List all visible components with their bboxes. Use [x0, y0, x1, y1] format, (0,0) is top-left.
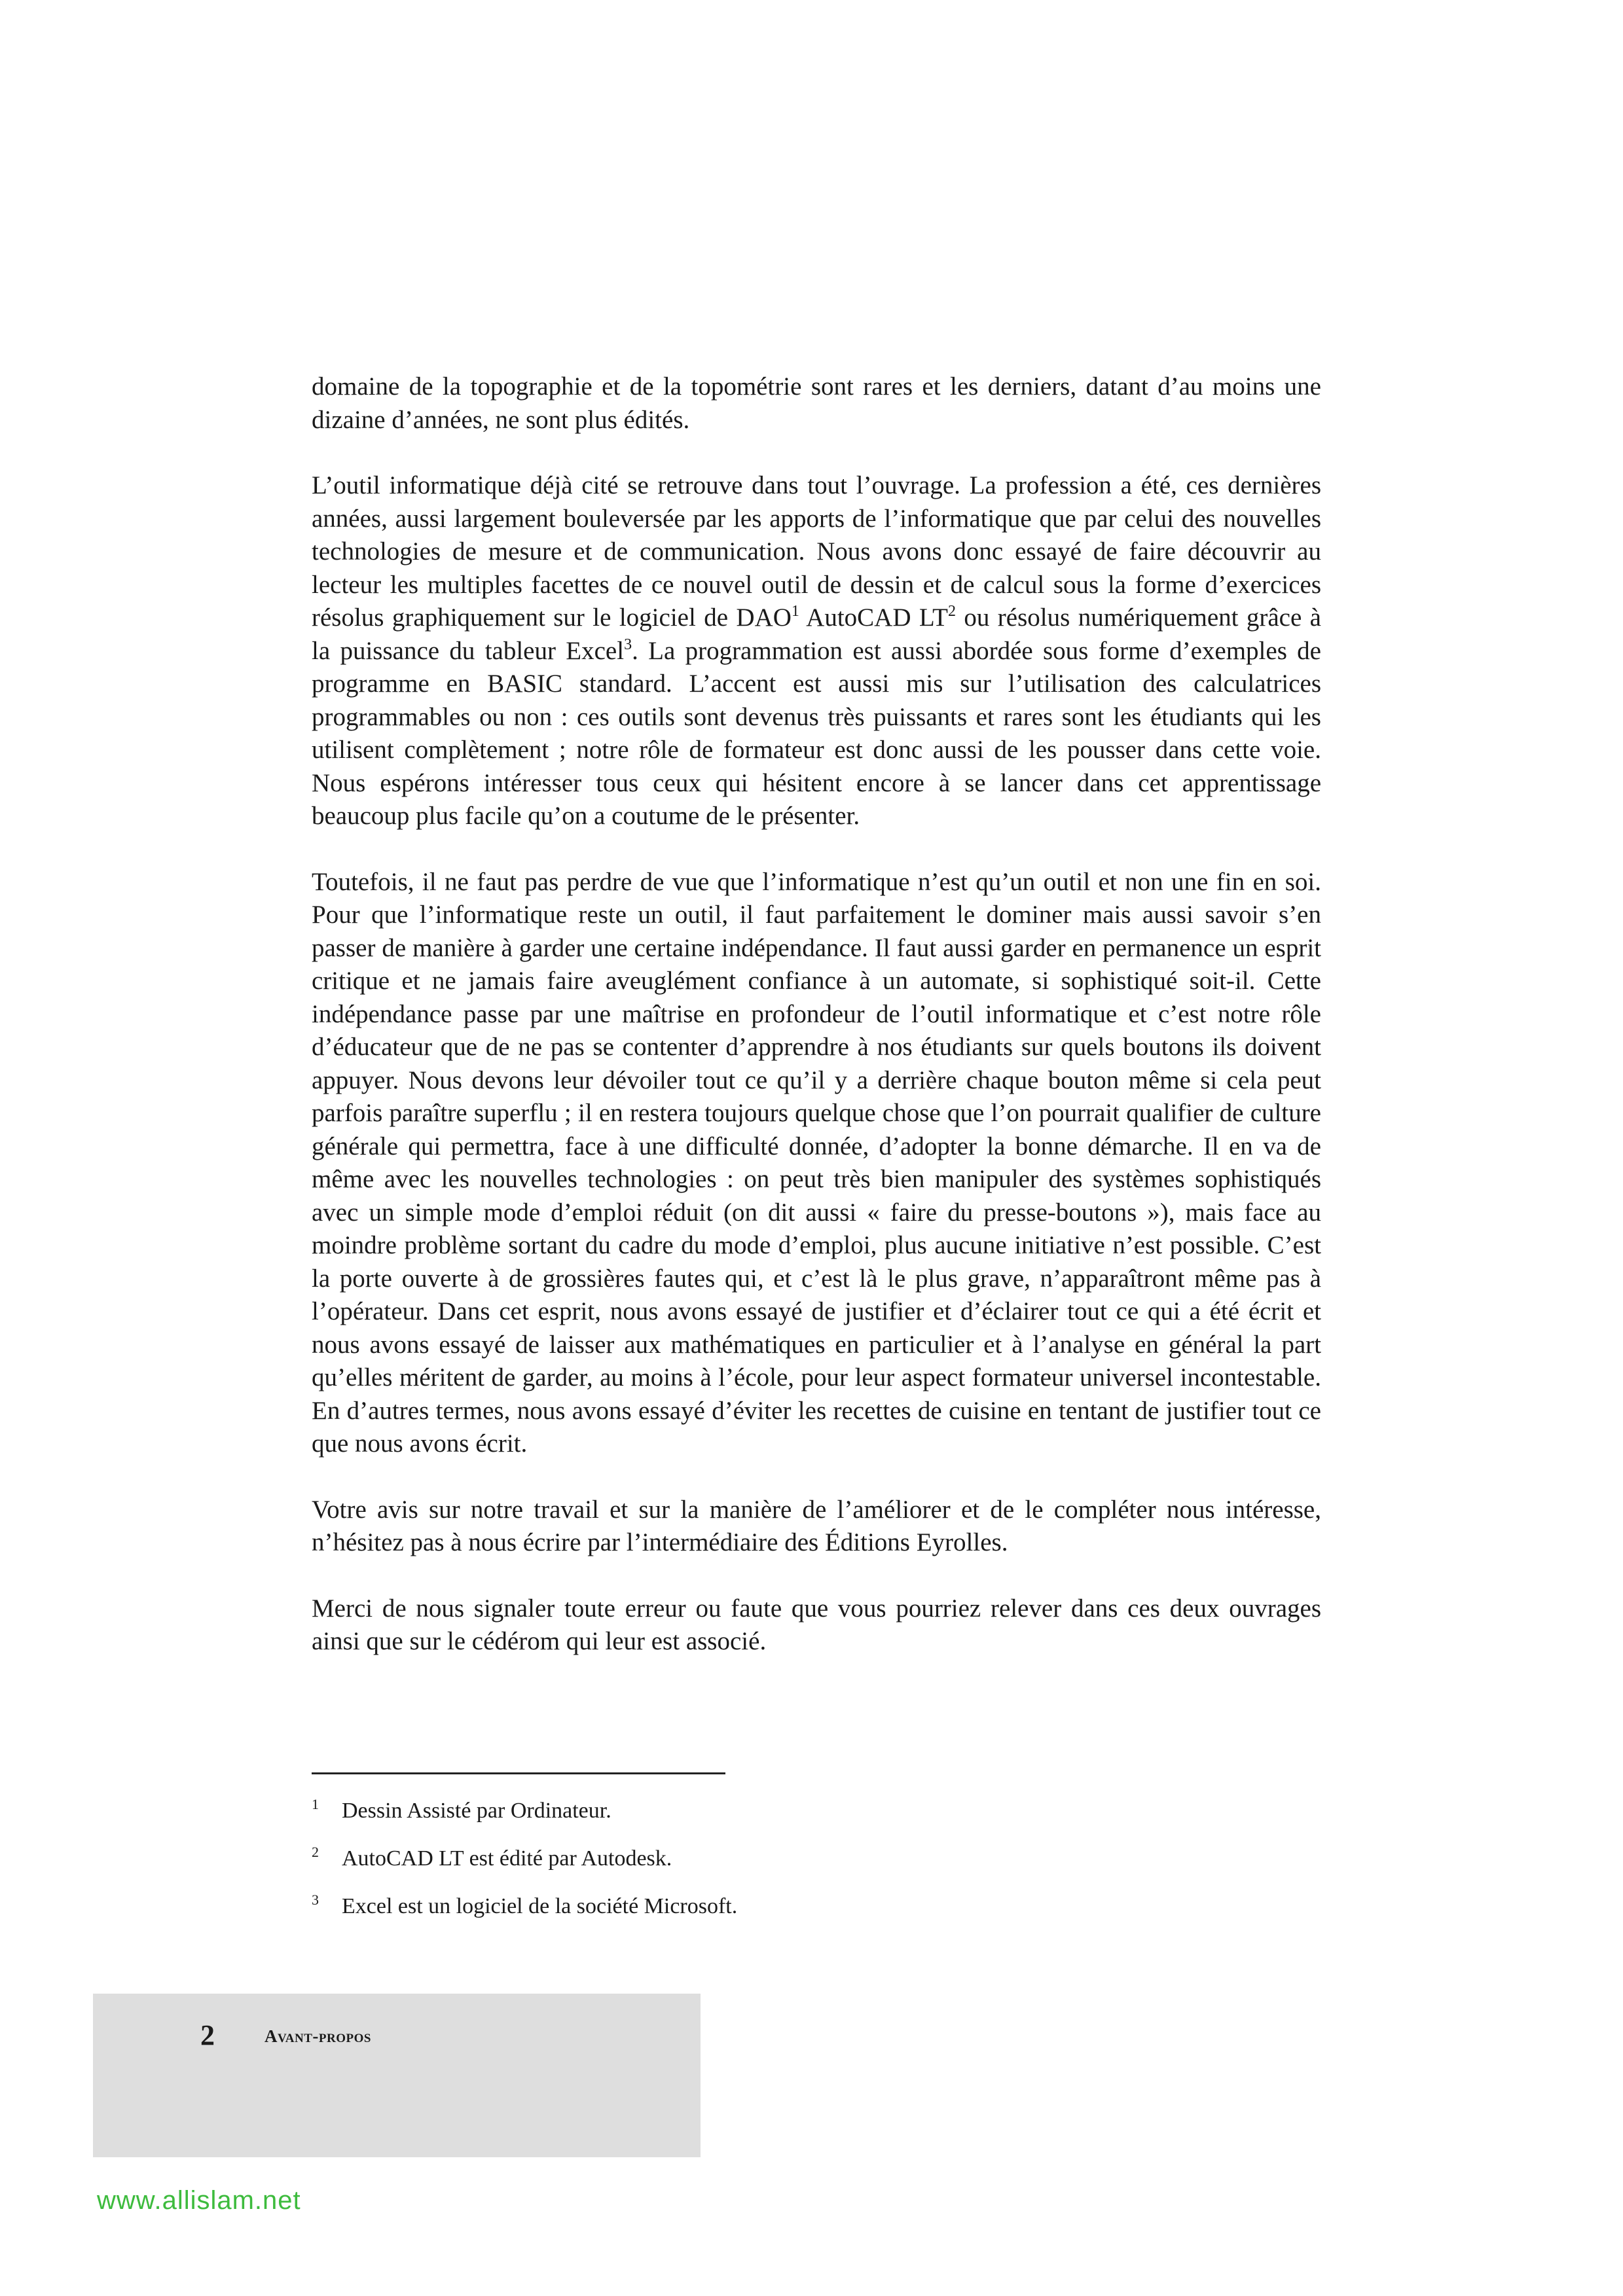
page-number: 2 [200, 2019, 215, 2051]
running-section-title: Avant-propos [264, 2026, 371, 2046]
paragraph-2-part-b: AutoCAD LT [799, 603, 948, 632]
footnote-2 [312, 1836, 1228, 1884]
footnote-text: AutoCAD LT est édité par Autodesk. [342, 1846, 672, 1871]
footnote-ref-3: 3 [624, 636, 632, 653]
paragraph-5: Merci de nous signaler toute erreur ou faute que vous pourriez relever dans ces deux ouvrages ainsi que sur le cédérom qui leur est associé. [312, 1594, 1321, 1655]
paragraph-2 [312, 469, 1321, 833]
footnote-number: 1 [312, 1796, 319, 1812]
paragraph-2-part-a: L’outil informatique déjà cité se retrouve dans tout l’ouvrage. La profession a été, ces dernières années, aussi largement bouleversée par les apports de l’informatique que par celui des nouvelles technologies de mesure et de communication. Nous avons donc essayé de faire découvrir au lecteur les multiples facettes de ce nouvel outil de dessin et de calcul sous la forme d’exercices résolus graphiquement sur le logiciel de DAO [312, 471, 1321, 632]
paragraph-1: domaine de la topographie et de la topométrie sont rares et les derniers, datant d’au moins une dizaine d’années, ne sont plus édités. [312, 372, 1321, 434]
main-text [312, 370, 1321, 1691]
watermark-url: www.allislam.net [97, 2186, 301, 2215]
paragraph-3: Toutefois, il ne faut pas perdre de vue que l’informatique n’est qu’un outil et non une fin en soi. Pour que l’informatique reste un outil, il faut parfaitement le dominer mais aussi savoir s’en passer de manière à garder une certaine indépendance. Il faut aussi garder en permanence un esprit critique et ne jamais faire aveuglément confiance à un automate, si sophistiqué soit-il. Cette indépendance passe par une maîtrise en profondeur de l’outil informatique et c’est notre rôle d’éducateur que de ne pas se contenter d’apprendre à nos étudiants sur quels boutons ils doivent appuyer. Nous devons leur dévoiler tout ce qu’il y a derrière chaque bouton même si cela peut parfois paraître superflu ; il en restera toujours quelque chose que l’on pourrait qualifier de culture générale qui permettra, face à une difficulté donnée, d’adopter la bonne démarche. Il en va de même avec les nouvelles technologies : on peut très bien manipuler des systèmes sophistiqués avec un simple mode d’emploi réduit (on dit aussi « faire du presse-boutons »), mais face au moindre problème sortant du cadre du mode d’emploi, plus aucune initiative n’est possible. C’est la porte ouverte à de grossières fautes qui, et c’est là le plus grave, n’apparaîtront même pas à l’opérateur. Dans cet esprit, nous avons essayé de justifier et d’éclairer tout ce qui a été écrit et nous avons essayé de laisser aux mathématiques en particulier et à l’analyse en général la part qu’elles méritent de garder, au moins à l’école, pour leur aspect formateur universel incontestable. En d’autres termes, nous avons essayé d’éviter les recettes de cuisine en tentant de justifier tout ce que nous avons écrit. [312, 867, 1321, 1458]
page-footer [93, 1994, 701, 2157]
footnote-3 [312, 1884, 1228, 1931]
footnotes [312, 1788, 1228, 1931]
footnote-ref-1: 1 [791, 603, 799, 620]
footnote-text: Excel est un logiciel de la société Microsoft. [342, 1894, 738, 1918]
footnote-1 [312, 1788, 1228, 1836]
footnote-number: 2 [312, 1844, 319, 1860]
footnote-text: Dessin Assisté par Ordinateur. [342, 1799, 611, 1823]
footnote-divider [312, 1772, 725, 1774]
footnote-ref-2: 2 [948, 603, 956, 620]
footnote-number: 3 [312, 1892, 319, 1908]
paragraph-2-part-d: . La programmation est aussi abordée sous forme d’exemples de programme en BASIC standard. L’accent est aussi mis sur l’utilisation des calculatrices programmables ou non : ces outils sont devenus très puissants et rares sont les étudiants qui les utilisent complètement ; notre rôle de formateur est donc aussi de les pousser dans cette voie. Nous espérons intéresser tous ceux qui hésitent encore à se lancer dans cet apprentissage beaucoup plus facile qu’on a coutume de le présenter. [312, 636, 1321, 830]
paragraph-4: Votre avis sur notre travail et sur la manière de l’améliorer et de le compléter nous intéresse, n’hésitez pas à nous écrire par l’intermédiaire des Éditions Eyrolles. [312, 1495, 1321, 1556]
paragraph-2-part-c: ou résolus numériquement grâce à la puissance du tableur Excel [312, 603, 1321, 665]
